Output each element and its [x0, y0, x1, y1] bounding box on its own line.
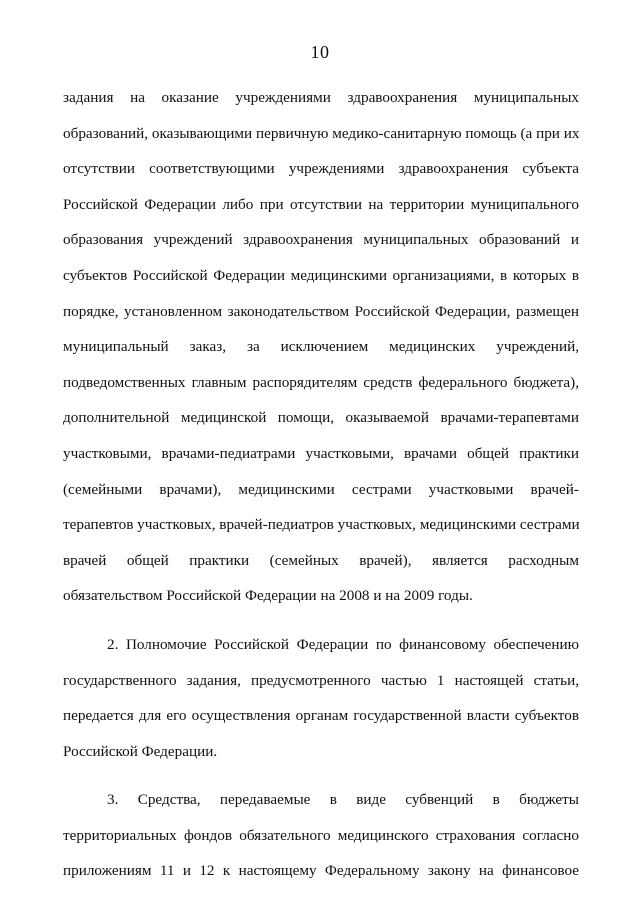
text-line: (семейными врачами), медицинскими сестрами участковыми врачей-	[63, 480, 579, 498]
page-number: 10	[310, 42, 330, 62]
document-body	[63, 80, 579, 889]
text-line: приложениям 11 и 12 к настоящему Федеральному закону на финансовое	[63, 862, 579, 880]
text-line: субъектов Российской Федерации медицинскими организациями, в которых в	[63, 266, 579, 284]
text-line: дополнительной медицинской помощи, оказываемой врачами-терапевтами	[63, 409, 579, 427]
text-line: образований, оказывающими первичную медико-санитарную помощь (а при их	[63, 124, 580, 142]
text-line: Российской Федерации.	[63, 742, 218, 760]
paragraph-gap	[63, 614, 579, 627]
text-line: государственного задания, предусмотренного частью 1 настоящей статьи,	[63, 671, 579, 689]
text-line: образования учреждений здравоохранения муниципальных образований и	[63, 231, 579, 249]
text-line: Российской Федерации либо при отсутствии на территории муниципального	[63, 195, 579, 213]
text-line: передается для его осуществления органам государственной власти субъектов	[63, 707, 579, 725]
text-line: отсутствии соответствующими учреждениями здравоохранения субъекта	[63, 160, 579, 178]
text-line: обязательством Российской Федерации на 2008 и на 2009 годы.	[63, 587, 473, 605]
text-line: территориальных фондов обязательного медицинского страхования согласно	[63, 826, 579, 844]
text-line: 3. Средства, передаваемые в виде субвенций в бюджеты	[107, 791, 579, 809]
text-line: муниципальный заказ, за исключением медицинских учреждений,	[63, 338, 579, 356]
text-line: 2. Полномочие Российской Федерации по финансовому обеспечению	[107, 635, 579, 653]
paragraph-gap	[63, 769, 579, 782]
text-line: врачей общей практики (семейных врачей), является расходным	[63, 551, 579, 569]
text-line: подведомственных главным распорядителям средств федерального бюджета),	[63, 373, 579, 391]
text-line: порядке, установленном законодательством Российской Федерации, размещен	[63, 302, 579, 320]
text-line: задания на оказание учреждениями здравоохранения муниципальных	[63, 89, 579, 106]
text-line: участковыми, врачами-педиатрами участковыми, врачами общей практики	[63, 444, 579, 462]
text-line: терапевтов участковых, врачей-педиатров участковых, медицинскими сестрами	[63, 516, 580, 534]
